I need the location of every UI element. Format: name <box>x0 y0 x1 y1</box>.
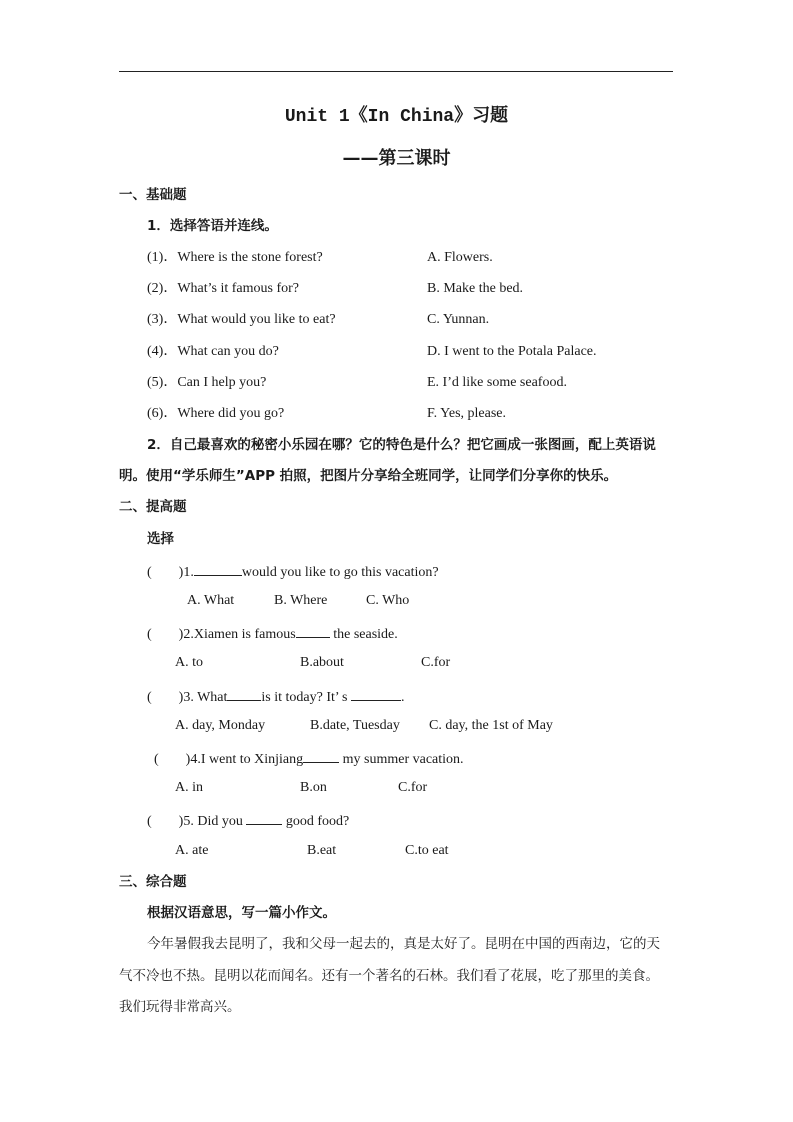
match-question: (6)．Where did you go? <box>147 406 285 421</box>
choice-option: A. to <box>175 655 203 670</box>
q2-text-line2: 明。使用“学乐师生”APP 拍照，把图片分享给全班同学，让同学们分享你的快乐。 <box>119 468 618 484</box>
fill-blank[interactable] <box>246 810 282 825</box>
choice-option: B.date, Tuesday <box>310 718 400 733</box>
header-rule <box>119 71 673 72</box>
fill-blank[interactable] <box>303 748 339 763</box>
choice-option: C.for <box>398 780 428 795</box>
choice-question: ( )5. Did you good food? <box>147 810 349 831</box>
page-title: Unit 1《In China》习题 <box>284 107 509 127</box>
section-heading-basic: 一、基础题 <box>119 187 187 203</box>
fill-blank[interactable] <box>351 686 401 701</box>
match-question: (4)．What can you do? <box>147 344 279 359</box>
choice-option: B.eat <box>307 843 337 858</box>
match-answer: C. Yunnan. <box>427 312 490 327</box>
choice-option: B.about <box>300 655 344 670</box>
choice-option: A. in <box>175 780 203 795</box>
match-question: (3)．What would you like to eat? <box>147 312 336 327</box>
match-answer: F. Yes, please. <box>427 406 506 421</box>
fill-blank[interactable] <box>296 623 330 638</box>
writing-prompt: 根据汉语意思，写一篇小作文。 <box>147 905 336 921</box>
writing-text-line: 我们玩得非常高兴。 <box>119 999 241 1015</box>
answer-paren: ( <box>147 565 152 580</box>
match-answer: A. Flowers. <box>427 250 493 265</box>
choice-option: C. Who <box>366 593 410 608</box>
fill-blank[interactable] <box>227 686 261 701</box>
choice-question: ( )3. What is it today? It’ s . <box>147 686 404 707</box>
choice-option: A. day, Monday <box>175 718 266 733</box>
choice-option: C.to eat <box>405 843 449 858</box>
choice-option: A. What <box>187 593 235 608</box>
writing-text-line: 今年暑假我去昆明了，我和父母一起去的，真是太好了。昆明在中国的西南边，它的天 <box>147 936 660 952</box>
choice-question: ( )1. would you like to go this vacation? <box>147 561 439 582</box>
page-subtitle: ——第三课时 <box>342 148 451 169</box>
match-question: (1)．Where is the stone forest? <box>147 250 323 265</box>
choice-question: ( )2.Xiamen is famous the seaside. <box>147 623 398 644</box>
choice-option: C.for <box>421 655 451 670</box>
choice-option: C. day, the 1st of May <box>429 718 553 733</box>
q1-title: 1．选择答语并连线。 <box>147 218 278 234</box>
q2-text-line1: 2．自己最喜欢的秘密小乐园在哪？它的特色是什么？把它画成一张图画，配上英语说 <box>147 437 656 453</box>
choice-option: A. ate <box>175 843 209 858</box>
choice-question: ( )4.I went to Xinjiang my summer vacation. <box>154 748 464 769</box>
match-answer: B. Make the bed. <box>427 281 524 296</box>
match-answer: E. I’d like some seafood. <box>427 375 567 390</box>
fill-blank[interactable] <box>194 561 242 576</box>
choice-option: B.on <box>300 780 327 795</box>
section-heading-advanced: 二、提高题 <box>119 499 187 515</box>
match-question: (5)．Can I help you? <box>147 375 267 390</box>
writing-text-line: 气不冷也不热。昆明以花而闻名。还有一个著名的石林。我们看了花展，吃了那里的美食。 <box>119 968 659 984</box>
choice-label: 选择 <box>147 531 174 547</box>
match-question: (2)．What’s it famous for? <box>147 281 300 296</box>
match-answer: D. I went to the Potala Palace. <box>427 344 597 359</box>
section-heading-comprehensive: 三、综合题 <box>119 874 187 890</box>
choice-option: B. Where <box>274 593 328 608</box>
